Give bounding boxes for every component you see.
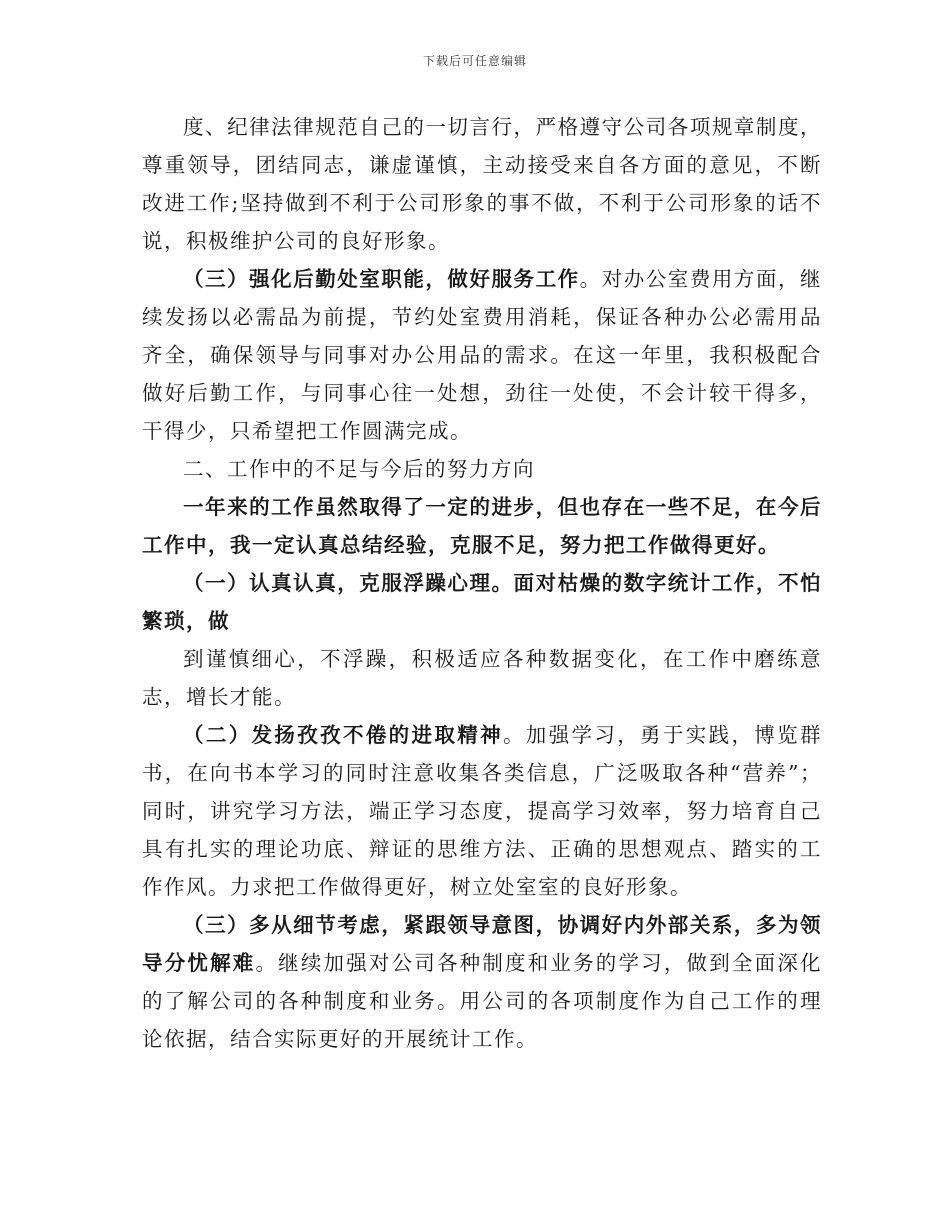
paragraph-2-heading: （三）强化后勤处室职能，做好服务工作 xyxy=(183,267,580,291)
paragraph-6 xyxy=(142,640,822,716)
paragraph-7-text: 。加强学习，勇于实践，博览群书，在向书本学习的同时注意收集各类信息，广泛吸取各种“营养”；同时，讲究学习方法，端正学习态度，提高学习效率，努力培育自己具有扎实的理论功底、辩证的思维方法、正确的思想观点、踏实的工作作风。力求把工作做得更好，树立处室室的良好形象。 xyxy=(142,723,823,899)
section-heading-2-text: 二、工作中的不足与今后的努力方向 xyxy=(183,457,535,481)
paragraph-1 xyxy=(142,108,822,260)
paragraph-7-heading: （二）发扬孜孜不倦的进取精神 xyxy=(183,723,503,747)
paragraph-4 xyxy=(142,488,822,564)
page-header: 下载后可任意编辑 xyxy=(422,54,527,68)
paragraph-8 xyxy=(142,906,822,1058)
paragraph-2 xyxy=(142,260,822,450)
paragraph-8-text: 。继续加强对公司各种制度和业务的学习，做到全面深化的了解公司的各种制度和业务。用公司的各项制度作为自己工作的理论依据，结合实际更好的开展统计工作。 xyxy=(142,951,823,1051)
paragraph-4-bold: 一年来的工作虽然取得了一定的进步，但也存在一些不足，在今后工作中，我一定认真总结经验，克服不足，努力把工作做得更好。 xyxy=(142,495,822,557)
paragraph-2-text: 。对办公室费用方面，继续发扬以必需品为前提，节约处室费用消耗，保证各种办公必需用品齐全，确保领导与同事对办公用品的需求。在这一年里，我积极配合做好后勤工作，与同事心往一处想，劲往一处使，不会计较干得多，干得少，只希望把工作圆满完成。 xyxy=(142,267,823,443)
paragraph-8-heading: （三）多从细节考虑，紧跟领导意图，协调好内外部关系，多为领导分忧解难 xyxy=(142,913,822,975)
section-heading-2 xyxy=(142,450,822,488)
paragraph-5 xyxy=(142,564,822,640)
paragraph-1-text: 度、纪律法律规范自己的一切言行，严格遵守公司各项规章制度，尊重领导，团结同志，谦虚谨慎，主动接受来自各方面的意见，不断改进工作;坚持做到不利于公司形象的事不做，不利于公司形象的话不说，积极维护公司的良好形象。 xyxy=(142,115,822,253)
document-body xyxy=(142,108,822,1058)
paragraph-7 xyxy=(142,716,822,906)
paragraph-5-bold: （一）认真认真，克服浮躁心理。面对枯燥的数字统计工作，不怕繁琐，做 xyxy=(142,571,822,633)
paragraph-6-text: 到谨慎细心，不浮躁，积极适应各种数据变化，在工作中磨练意志，增长才能。 xyxy=(142,647,822,709)
